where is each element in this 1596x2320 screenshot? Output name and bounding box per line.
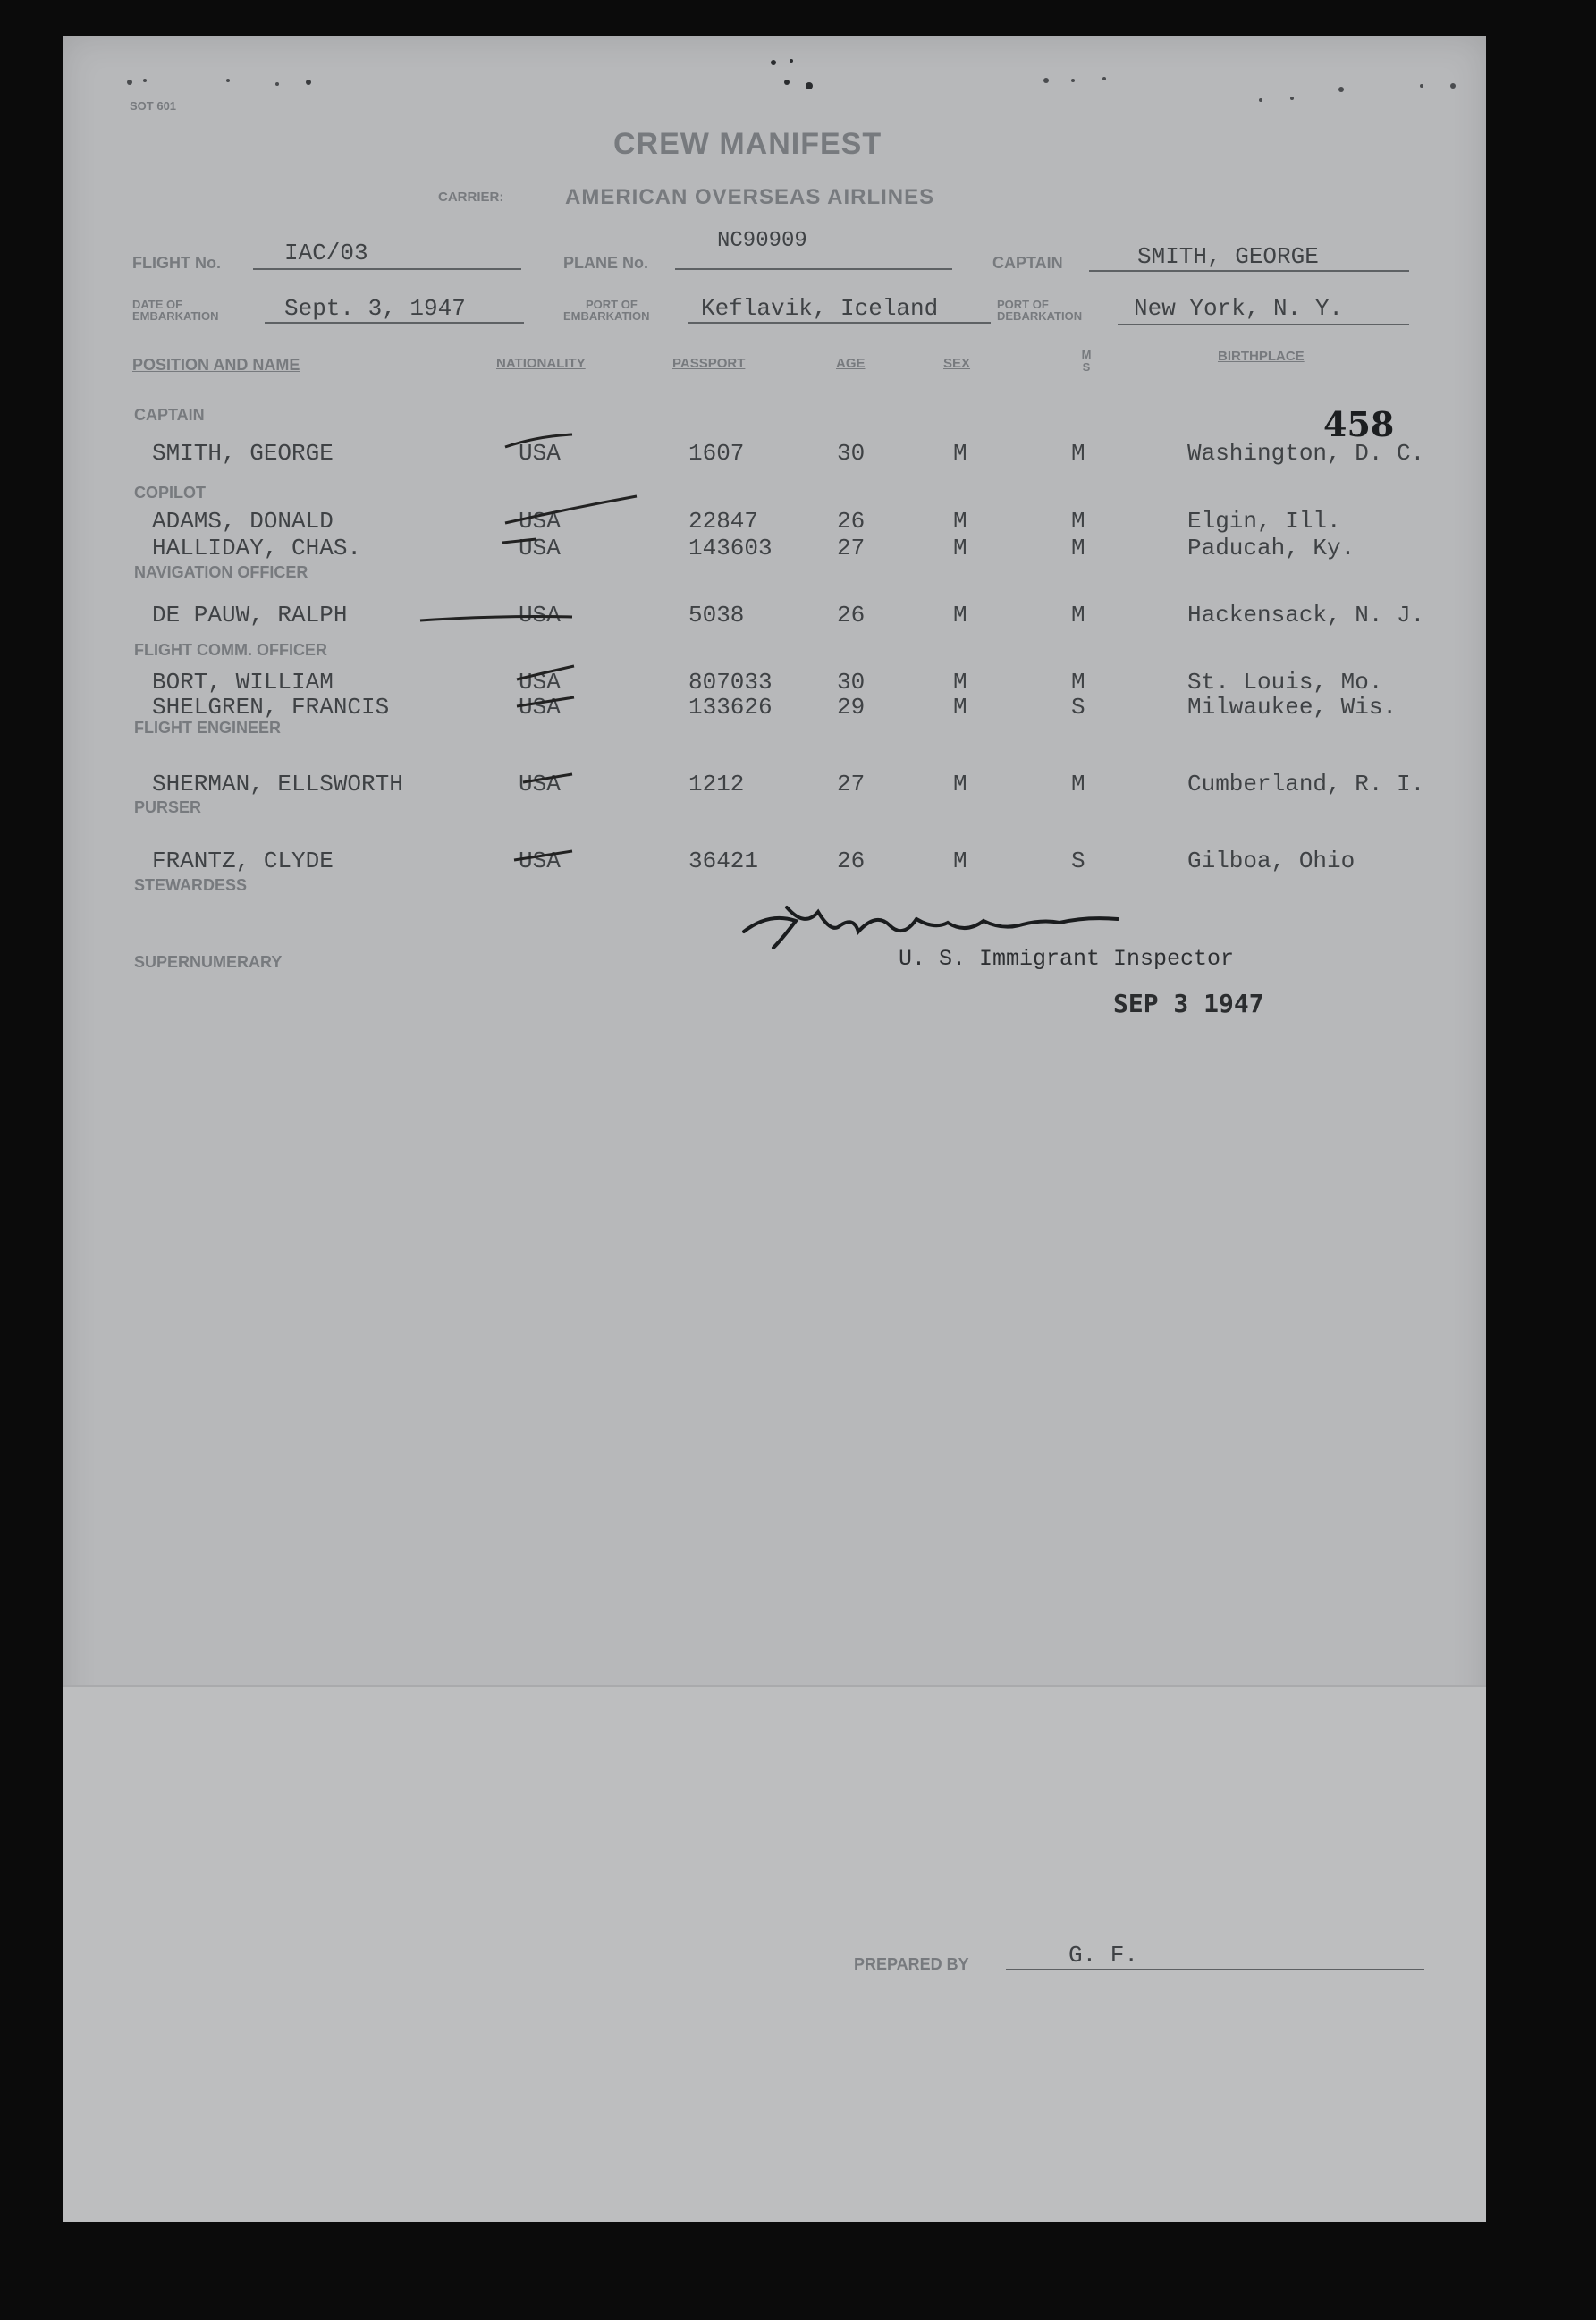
crew-nationality: USA — [519, 669, 561, 696]
col-nationality: NATIONALITY — [496, 356, 586, 371]
crew-sex: M — [953, 848, 967, 874]
crew-sex: M — [953, 771, 967, 797]
crew-birthplace: Milwaukee, Wis. — [1187, 694, 1398, 721]
crew-marital: M — [1071, 508, 1085, 535]
crew-marital: M — [1071, 771, 1085, 797]
crew-marital: S — [1071, 694, 1085, 721]
crew-passport: 1212 — [688, 771, 745, 797]
col-age: AGE — [836, 356, 866, 371]
crew-age: 29 — [837, 694, 866, 721]
crew-birthplace: Hackensack, N. J. — [1187, 602, 1425, 629]
section-copilot: COPILOT — [134, 484, 206, 502]
crew-age: 26 — [837, 848, 866, 874]
crew-passport: 36421 — [688, 848, 759, 874]
flight-no-value: IAC/03 — [284, 240, 368, 266]
crew-nationality: USA — [519, 694, 561, 721]
flight-no-label: FLIGHT No. — [132, 254, 221, 272]
inspector-date-stamp: SEP 3 1947 — [1113, 989, 1264, 1018]
plane-no-label: PLANE No. — [563, 254, 649, 272]
col-position-name: POSITION AND NAME — [132, 356, 300, 374]
crew-nationality: USA — [519, 602, 561, 629]
crew-marital: M — [1071, 440, 1085, 467]
port-deb-label-top: PORT OF — [997, 298, 1049, 311]
crew-name: HALLIDAY, CHAS. — [152, 535, 362, 561]
crew-name: SMITH, GEORGE — [152, 440, 334, 467]
port-deb-label-bottom: DEBARKATION — [997, 309, 1083, 323]
captain-value: SMITH, GEORGE — [1137, 243, 1319, 270]
crew-birthplace: Paducah, Ky. — [1187, 535, 1355, 561]
crew-birthplace: Gilboa, Ohio — [1187, 848, 1355, 874]
prepared-by-line — [1006, 1969, 1424, 1970]
section-flight-engineer: FLIGHT ENGINEER — [134, 719, 282, 737]
page-fold — [63, 1685, 1486, 2222]
crew-nationality: USA — [519, 440, 561, 467]
crew-nationality: USA — [519, 771, 561, 797]
section-supernumerary: SUPERNUMERARY — [134, 953, 283, 971]
crew-birthplace: Cumberland, R. I. — [1187, 771, 1425, 797]
crew-name: FRANTZ, CLYDE — [152, 848, 334, 874]
col-marital: M S — [1081, 348, 1092, 374]
section-captain: CAPTAIN — [134, 406, 205, 424]
port-emb-label-bottom: EMBARKATION — [563, 309, 650, 323]
section-purser: PURSER — [134, 798, 202, 816]
crew-passport: 143603 — [688, 535, 773, 561]
form-code: SOT 601 — [130, 99, 177, 113]
crew-name: ADAMS, DONALD — [152, 508, 334, 535]
section-stewardess: STEWARDESS — [134, 876, 248, 894]
port-of-debarkation: New York, N. Y. — [1134, 295, 1344, 322]
crew-nationality: USA — [519, 535, 561, 561]
crew-marital: M — [1071, 602, 1085, 629]
crew-name: DE PAUW, RALPH — [152, 602, 348, 629]
crew-name: BORT, WILLIAM — [152, 669, 334, 696]
embarkation-date: Sept. 3, 1947 — [284, 295, 466, 322]
crew-passport: 22847 — [688, 508, 759, 535]
crew-age: 26 — [837, 508, 866, 535]
crew-marital: M — [1071, 535, 1085, 561]
col-sex: SEX — [943, 356, 971, 371]
crew-passport: 133626 — [688, 694, 773, 721]
crew-name: SHERMAN, ELLSWORTH — [152, 771, 403, 797]
crew-age: 27 — [837, 771, 866, 797]
date-label-bottom: EMBARKATION — [132, 309, 219, 323]
crew-nationality: USA — [519, 508, 561, 535]
col-birthplace: BIRTHPLACE — [1218, 349, 1305, 364]
crew-name: SHELGREN, FRANCIS — [152, 694, 390, 721]
crew-age: 30 — [837, 440, 866, 467]
crew-age: 27 — [837, 535, 866, 561]
crew-sex: M — [953, 535, 967, 561]
port-of-embarkation: Keflavik, Iceland — [701, 295, 939, 322]
crew-birthplace: Elgin, Ill. — [1187, 508, 1341, 535]
col-passport: PASSPORT — [672, 356, 746, 371]
crew-passport: 5038 — [688, 602, 745, 629]
crew-birthplace: Washington, D. C. — [1187, 440, 1425, 467]
crew-passport: 807033 — [688, 669, 773, 696]
crew-sex: M — [953, 602, 967, 629]
crew-birthplace: St. Louis, Mo. — [1187, 669, 1383, 696]
crew-sex: M — [953, 694, 967, 721]
nationality-check-marks — [0, 0, 1596, 983]
crew-age: 30 — [837, 669, 866, 696]
date-label-top: DATE OF — [132, 298, 183, 311]
crew-nationality: USA — [519, 848, 561, 874]
crew-sex: M — [953, 669, 967, 696]
port-emb-label-top: PORT OF — [586, 298, 638, 311]
page-title: CREW MANIFEST — [613, 127, 882, 161]
crew-age: 26 — [837, 602, 866, 629]
prepared-by-value: G. F. — [1068, 1942, 1139, 1969]
crew-marital: S — [1071, 848, 1085, 874]
carrier-name: AMERICAN OVERSEAS AIRLINES — [565, 185, 935, 209]
inspector-title: U. S. Immigrant Inspector — [899, 946, 1235, 972]
page-number: 458 — [1323, 404, 1395, 444]
plane-no-value: NC90909 — [717, 229, 807, 253]
carrier-label: CARRIER: — [438, 190, 504, 205]
captain-label: CAPTAIN — [992, 254, 1063, 272]
crew-marital: M — [1071, 669, 1085, 696]
prepared-by-label: PREPARED BY — [854, 1955, 969, 1973]
crew-sex: M — [953, 508, 967, 535]
crew-passport: 1607 — [688, 440, 745, 467]
crew-sex: M — [953, 440, 967, 467]
section-navigation: NAVIGATION OFFICER — [134, 563, 308, 581]
section-flight-comm: FLIGHT COMM. OFFICER — [134, 641, 327, 659]
